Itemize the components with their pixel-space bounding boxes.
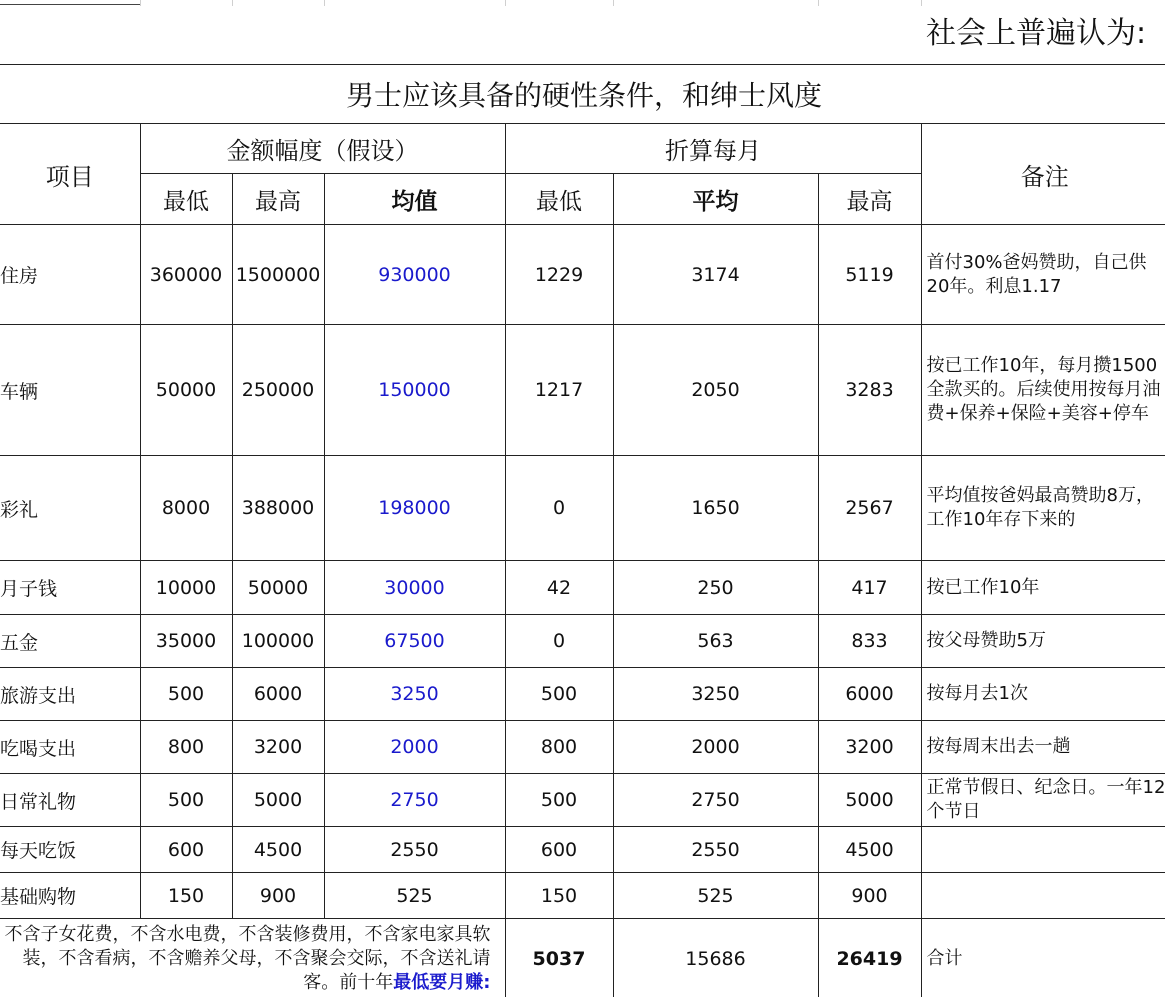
max-cell: 388000 [232, 456, 324, 561]
monthly-min-cell: 1229 [505, 225, 613, 325]
item-cell: 每天吃饭 [0, 827, 140, 873]
total-monthly-min: 5037 [505, 919, 613, 997]
min-cell: 360000 [140, 225, 232, 325]
header-max: 最高 [232, 174, 324, 225]
header-monthly: 折算每月 [505, 124, 921, 174]
selected-cell-edge [0, 4, 140, 5]
note-cell: 首付30%爸妈赞助，自己供20年。利息1.17 [921, 225, 1165, 325]
total-monthly-max: 26419 [818, 919, 921, 997]
max-cell: 250000 [232, 325, 324, 456]
header-monthly-max: 最高 [818, 174, 921, 225]
monthly-max-cell: 3283 [818, 325, 921, 456]
item-cell: 基础购物 [0, 873, 140, 919]
max-cell: 50000 [232, 561, 324, 615]
spreadsheet [0, 64, 1165, 997]
table-row [0, 615, 1165, 668]
max-cell: 4500 [232, 827, 324, 873]
monthly-max-cell: 417 [818, 561, 921, 615]
max-cell: 1500000 [232, 225, 324, 325]
table-row [0, 456, 1165, 561]
max-cell: 6000 [232, 668, 324, 721]
min-cell: 10000 [140, 561, 232, 615]
table-row [0, 774, 1165, 827]
total-note: 合计 [921, 919, 1165, 997]
footer-description-text: 不含子女花费，不含水电费，不含装修费用，不含家电家具软装，不含看病，不含赡养父母，不含聚会交际，不含送礼请客。前十年 [4, 923, 491, 993]
note-cell [921, 827, 1165, 873]
mean-cell: 198000 [324, 456, 505, 561]
monthly-min-cell: 800 [505, 721, 613, 774]
note-cell: 按父母赞助5万 [921, 615, 1165, 668]
monthly-max-cell: 4500 [818, 827, 921, 873]
item-cell: 旅游支出 [0, 668, 140, 721]
header-amount-range: 金额幅度（假设） [140, 124, 505, 174]
min-cell: 8000 [140, 456, 232, 561]
min-cell: 500 [140, 774, 232, 827]
footer-emphasis: 最低要月赚: [393, 971, 491, 993]
monthly-max-cell: 2567 [818, 456, 921, 561]
table-row [0, 225, 1165, 325]
note-cell: 正常节假日、纪念日。一年12个节日 [921, 774, 1165, 827]
min-cell: 600 [140, 827, 232, 873]
table-title: 男士应该具备的硬性条件，和绅士风度 [0, 65, 1165, 124]
monthly-avg-cell: 3174 [613, 225, 818, 325]
max-cell: 3200 [232, 721, 324, 774]
note-cell: 平均值按爸妈最高赞助8万，工作10年存下来的 [921, 456, 1165, 561]
table-row [0, 873, 1165, 919]
item-cell: 月子钱 [0, 561, 140, 615]
min-cell: 50000 [140, 325, 232, 456]
mean-cell: 3250 [324, 668, 505, 721]
header-monthly-min: 最低 [505, 174, 613, 225]
monthly-min-cell: 42 [505, 561, 613, 615]
total-row [0, 919, 1165, 997]
banner-title: 社会上普遍认为: [926, 16, 1147, 51]
total-monthly-avg: 15686 [613, 919, 818, 997]
mean-cell: 2750 [324, 774, 505, 827]
monthly-avg-cell: 2000 [613, 721, 818, 774]
monthly-min-cell: 0 [505, 456, 613, 561]
item-cell: 五金 [0, 615, 140, 668]
header-note: 备注 [921, 124, 1165, 225]
table-row [0, 561, 1165, 615]
header-min: 最低 [140, 174, 232, 225]
monthly-avg-cell: 1650 [613, 456, 818, 561]
monthly-min-cell: 1217 [505, 325, 613, 456]
monthly-avg-cell: 563 [613, 615, 818, 668]
item-cell: 住房 [0, 225, 140, 325]
min-cell: 150 [140, 873, 232, 919]
table-row [0, 668, 1165, 721]
monthly-max-cell: 900 [818, 873, 921, 919]
max-cell: 900 [232, 873, 324, 919]
monthly-max-cell: 5000 [818, 774, 921, 827]
monthly-min-cell: 0 [505, 615, 613, 668]
header-item: 项目 [0, 124, 140, 225]
monthly-avg-cell: 525 [613, 873, 818, 919]
mean-cell: 30000 [324, 561, 505, 615]
header-mean: 均值 [324, 174, 505, 225]
monthly-max-cell: 833 [818, 615, 921, 668]
item-cell: 日常礼物 [0, 774, 140, 827]
min-cell: 800 [140, 721, 232, 774]
max-cell: 5000 [232, 774, 324, 827]
header-monthly-avg: 平均 [613, 174, 818, 225]
min-cell: 500 [140, 668, 232, 721]
monthly-avg-cell: 250 [613, 561, 818, 615]
monthly-max-cell: 6000 [818, 668, 921, 721]
note-cell: 按每周末出去一趟 [921, 721, 1165, 774]
monthly-avg-cell: 2750 [613, 774, 818, 827]
monthly-min-cell: 500 [505, 668, 613, 721]
mean-cell: 525 [324, 873, 505, 919]
min-cell: 35000 [140, 615, 232, 668]
mean-cell: 67500 [324, 615, 505, 668]
monthly-avg-cell: 2050 [613, 325, 818, 456]
item-cell: 彩礼 [0, 456, 140, 561]
monthly-avg-cell: 3250 [613, 668, 818, 721]
mean-cell: 930000 [324, 225, 505, 325]
cost-table [0, 64, 1165, 997]
note-cell: 按每月去1次 [921, 668, 1165, 721]
table-row [0, 325, 1165, 456]
mean-cell: 2000 [324, 721, 505, 774]
mean-cell: 150000 [324, 325, 505, 456]
item-cell: 车辆 [0, 325, 140, 456]
monthly-min-cell: 500 [505, 774, 613, 827]
note-cell: 按已工作10年，每月攒1500全款买的。后续使用按每月油费+保养+保险+美容+停车 [921, 325, 1165, 456]
footer-description [0, 919, 505, 997]
header-strip [0, 0, 1165, 64]
item-cell: 吃喝支出 [0, 721, 140, 774]
monthly-avg-cell: 2550 [613, 827, 818, 873]
max-cell: 100000 [232, 615, 324, 668]
note-cell [921, 873, 1165, 919]
monthly-min-cell: 600 [505, 827, 613, 873]
monthly-min-cell: 150 [505, 873, 613, 919]
monthly-max-cell: 5119 [818, 225, 921, 325]
mean-cell: 2550 [324, 827, 505, 873]
table-row [0, 827, 1165, 873]
table-row [0, 721, 1165, 774]
note-cell: 按已工作10年 [921, 561, 1165, 615]
monthly-max-cell: 3200 [818, 721, 921, 774]
